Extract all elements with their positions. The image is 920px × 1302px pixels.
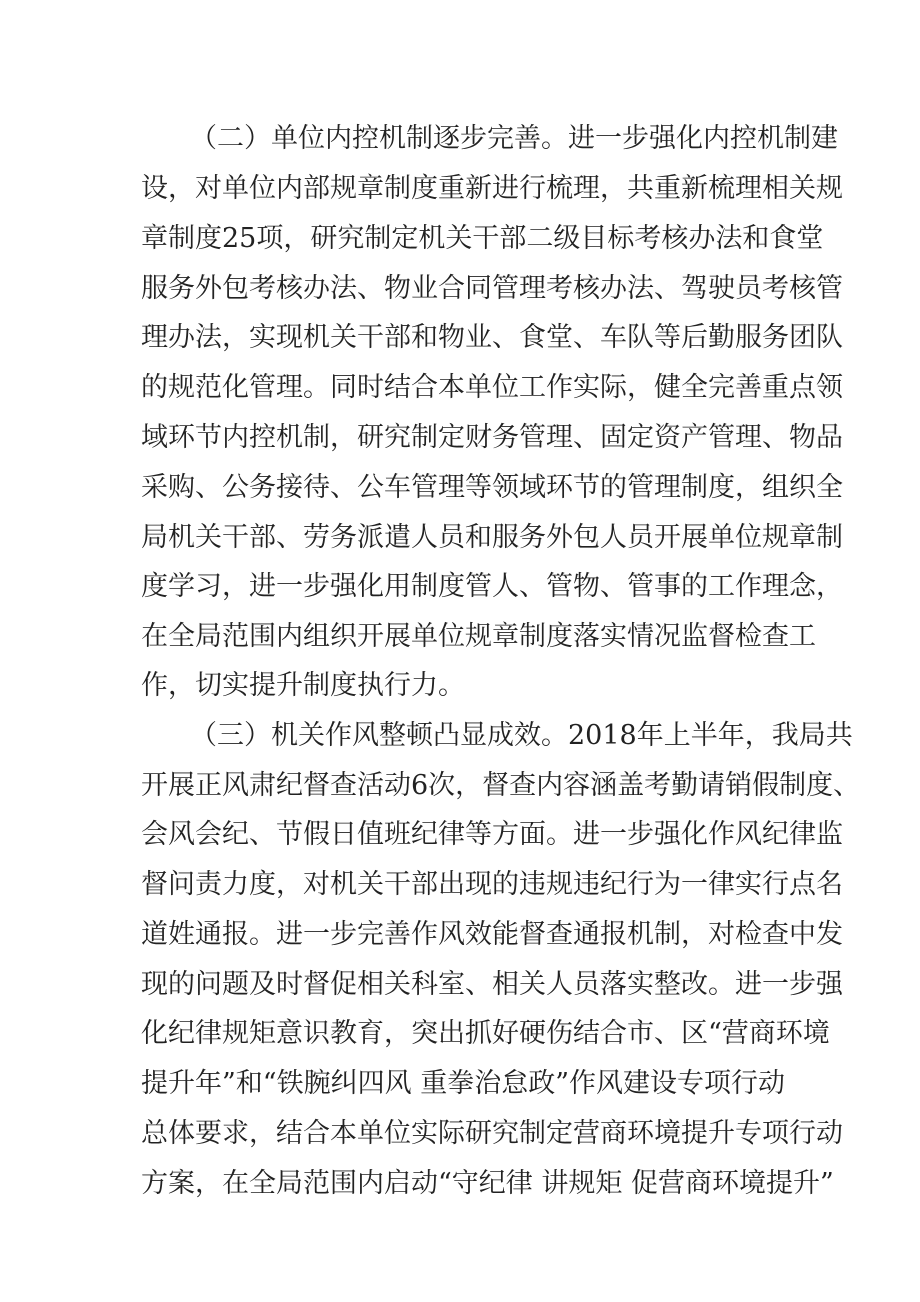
paragraph-3-line-2: 开展正风肃纪督查活动6次，督查内容涵盖考勤请销假制度、 <box>141 770 861 801</box>
paragraph-3-line-7: 化纪律规矩意识教育，突出抓好硬伤结合市、区“营商环境 <box>141 1018 830 1049</box>
paragraph-2-line-11: 在全局范围内组织开展单位规章制度落实情况监督检查工 <box>141 621 816 652</box>
paragraph-3-line-9: 总体要求，结合本单位实际研究制定营商环境提升专项行动 <box>141 1118 843 1149</box>
paragraph-3-line-5: 道姓通报。进一步完善作风效能督查通报机制，对检查中发 <box>141 919 843 950</box>
paragraph-2-line-4: 服务外包考核办法、物业合同管理考核办法、驾驶员考核管 <box>141 273 843 304</box>
paragraph-2-line-3: 章制度25项，研究制定机关干部二级目标考核办法和食堂 <box>141 223 824 254</box>
paragraph-3-line-3: 会风会纪、节假日值班纪律等方面。进一步强化作风纪律监 <box>141 819 843 850</box>
paragraph-2-line-12: 作，切实提升制度执行力。 <box>141 670 465 701</box>
paragraph-2-line-2: 设，对单位内部规章制度重新进行梳理，共重新梳理相关规 <box>141 173 843 204</box>
paragraph-3-line-6: 现的问题及时督促相关科室、相关人员落实整改。进一步强 <box>141 969 843 1000</box>
paragraph-2-line-7: 域环节内控机制，研究制定财务管理、固定资产管理、物品 <box>141 422 843 453</box>
paragraph-3-line-8: 提升年”和“铁腕纠四风 重拳治怠政”作风建设专项行动 <box>141 1068 785 1099</box>
paragraph-2-line-9: 局机关干部、劳务派遣人员和服务外包人员开展单位规章制 <box>141 522 843 553</box>
paragraph-3-line-1: （三）机关作风整顿凸显成效。2018年上半年，我局共 <box>190 720 853 751</box>
paragraph-2-line-1: （二）单位内控机制逐步完善。进一步强化内控机制建 <box>190 123 838 154</box>
paragraph-3-line-10: 方案，在全局范围内启动“守纪律 讲规矩 促营商环境提升” <box>141 1168 834 1199</box>
paragraph-2-line-8: 采购、公务接待、公车管理等领域环节的管理制度，组织全 <box>141 472 843 503</box>
paragraph-2-line-5: 理办法，实现机关干部和物业、食堂、车队等后勤服务团队 <box>141 322 843 353</box>
paragraph-3-line-4: 督问责力度，对机关干部出现的违规违纪行为一律实行点名 <box>141 869 843 900</box>
paragraph-2-line-10: 度学习，进一步强化用制度管人、管物、管事的工作理念， <box>141 571 843 602</box>
paragraph-2-line-6: 的规范化管理。同时结合本单位工作实际，健全完善重点领 <box>141 372 843 403</box>
